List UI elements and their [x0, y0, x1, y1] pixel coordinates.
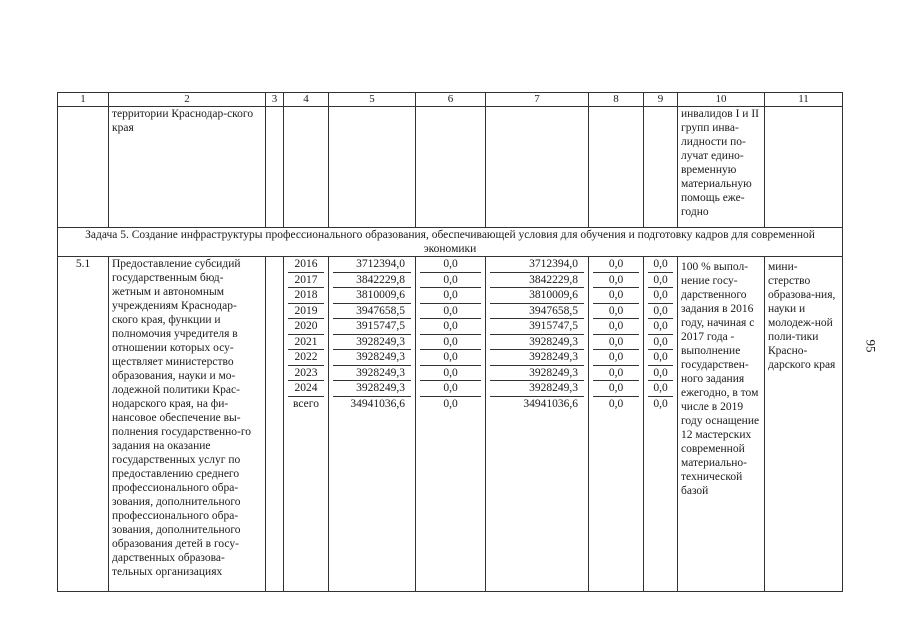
col6-value: 0,0	[420, 350, 481, 366]
year-value: 2017	[288, 273, 324, 289]
year-value: 2024	[288, 381, 324, 397]
year-value: 2021	[288, 335, 324, 351]
col7-value: 3928249,3	[490, 381, 584, 397]
row-result: 100 % выпол-нение госу-дарственного задания в 2016 году, начиная с 2017 года - выполнение государствен-ного задания ежегодно, в том числе в 2019 году оснащение 12 мастерских современной материально-технической базой	[678, 257, 765, 592]
col6-value: 0,0	[420, 381, 481, 397]
col8-value: 0,0	[593, 335, 639, 351]
col8-value: 0,0	[593, 366, 639, 382]
col5-value: 3947658,5	[333, 304, 411, 320]
col7-value: 3915747,5	[490, 319, 584, 335]
col-header: 6	[416, 93, 486, 107]
col6-value: 0,0	[443, 397, 458, 410]
col7-value: 3842229,8	[490, 273, 584, 289]
program-table	[57, 92, 843, 592]
year-value: 2018	[288, 288, 324, 304]
year-value: 2016	[288, 257, 324, 273]
col9-values	[644, 257, 678, 592]
col8-value: 0,0	[593, 273, 639, 289]
col5-value: 3915747,5	[333, 319, 411, 335]
col5-values	[329, 257, 416, 592]
col5-value: 3712394,0	[333, 257, 411, 273]
task-row	[58, 228, 843, 257]
col6-values	[416, 257, 486, 592]
col7-values	[486, 257, 589, 592]
col5-value: 3810009,6	[333, 288, 411, 304]
col9-value: 0,0	[653, 397, 668, 410]
year-value: 2019	[288, 304, 324, 320]
col-header: 3	[266, 93, 284, 107]
col9-value: 0,0	[648, 319, 673, 335]
col8-value: 0,0	[593, 257, 639, 273]
col9-value: 0,0	[648, 288, 673, 304]
col9-value: 0,0	[648, 366, 673, 382]
col9-value: 0,0	[648, 273, 673, 289]
col-header: 1	[58, 93, 109, 107]
col8-value: 0,0	[593, 288, 639, 304]
col9-value: 0,0	[648, 304, 673, 320]
year-value: 2023	[288, 366, 324, 382]
col6-value: 0,0	[420, 288, 481, 304]
col8-value: 0,0	[593, 350, 639, 366]
row-executor: мини-стерство образова-ния, науки и молодеж-ной поли-тики Красно-дарского края	[765, 257, 843, 592]
col8-value: 0,0	[593, 304, 639, 320]
task-heading: Задача 5. Создание инфраструктуры профессионального образования, обеспечивающей условия для обучения и подготовку кадров для современной экономики	[58, 228, 843, 257]
cont-result-text: инвалидов I и II групп инва-лидности по-лучат едино-временную материальную помощь еже-годно	[678, 107, 765, 228]
year-value: 2020	[288, 319, 324, 335]
col6-value: 0,0	[420, 335, 481, 351]
col-header: 11	[765, 93, 843, 107]
col8-value: 0,0	[608, 397, 624, 410]
col-header: 7	[486, 93, 589, 107]
col9-value: 0,0	[648, 335, 673, 351]
col5-value: 3928249,3	[333, 366, 411, 382]
col7-value: 3928249,3	[490, 350, 584, 366]
row-number: 5.1	[58, 257, 109, 592]
col6-value: 0,0	[420, 257, 481, 273]
col-header: 5	[329, 93, 416, 107]
col5-value: 34941036,6	[350, 397, 405, 410]
col6-value: 0,0	[420, 319, 481, 335]
row-description: Предоставление субсидий государственным бюд-жетным и автономным учреждениям Краснодар-ского края, функции и полномочия учредителя в отношении которых осу-ществляет министерство образования, науки и мо-лодежной политики Крас-нодарского края, на фи-нансовое обеспечение вы-полнения государственно-го задания на оказание государственных услуг по предоставлению среднего профессионального обра-зования, дополнительного профессионального обра-зования, дополнительного образования детей в госу-дарственных образова-тельных организациях	[109, 257, 266, 592]
col9-value: 0,0	[648, 381, 673, 397]
col8-value: 0,0	[593, 319, 639, 335]
col-header: 4	[284, 93, 329, 107]
col7-value: 3928249,3	[490, 335, 584, 351]
years-cell	[284, 257, 329, 592]
col7-value: 3947658,5	[490, 304, 584, 320]
col6-value: 0,0	[420, 273, 481, 289]
col9-value: 0,0	[648, 350, 673, 366]
col8-values	[589, 257, 644, 592]
col5-value: 3842229,8	[333, 273, 411, 289]
col5-value: 3928249,3	[333, 350, 411, 366]
col-header: 10	[678, 93, 765, 107]
year-value: 2022	[288, 350, 324, 366]
year-value: всего	[293, 397, 319, 410]
continuation-row	[58, 107, 843, 228]
col7-value: 34941036,6	[523, 397, 578, 410]
col9-value: 0,0	[648, 257, 673, 273]
col5-value: 3928249,3	[333, 381, 411, 397]
header-row	[58, 93, 843, 107]
col-header: 8	[589, 93, 644, 107]
cont-territory-text: территории Краснодар-ского края	[109, 107, 266, 228]
table-row	[58, 257, 843, 592]
col7-value: 3810009,6	[490, 288, 584, 304]
col6-value: 0,0	[420, 304, 481, 320]
col-header: 9	[644, 93, 678, 107]
col-header: 2	[109, 93, 266, 107]
col5-value: 3928249,3	[333, 335, 411, 351]
col8-value: 0,0	[593, 381, 639, 397]
col7-value: 3712394,0	[490, 257, 584, 273]
col7-value: 3928249,3	[490, 366, 584, 382]
col6-value: 0,0	[420, 366, 481, 382]
page-number: 95	[863, 339, 879, 353]
